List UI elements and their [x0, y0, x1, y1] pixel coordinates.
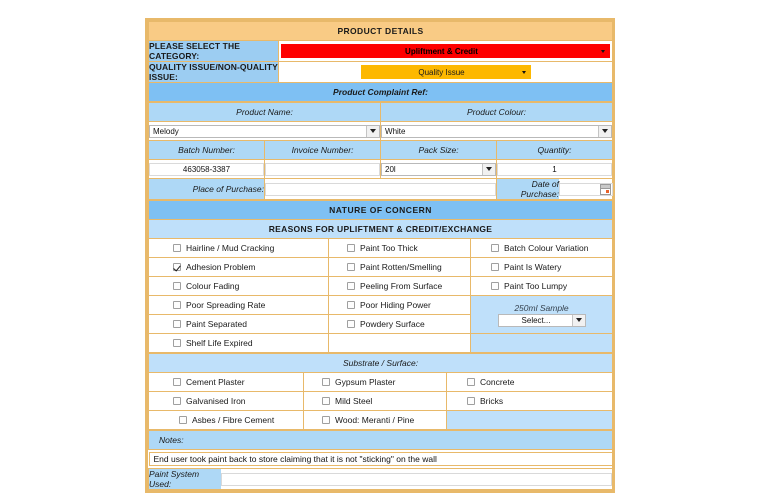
- checkbox-paint-rotten-smelling[interactable]: [347, 263, 355, 271]
- reason-cell-paint-is-watery[interactable]: [471, 258, 613, 277]
- batch-labels-row: [149, 141, 613, 160]
- checkbox-bricks[interactable]: [467, 397, 475, 405]
- substrate-cell-gypsum-plaster[interactable]: [304, 373, 447, 392]
- reason-cell-shelf-life-expired[interactable]: [149, 334, 329, 353]
- place-of-purchase-cell: [265, 179, 497, 200]
- page-title: PRODUCT DETAILS: [149, 22, 613, 41]
- checkbox-paint-too-lumpy[interactable]: [491, 282, 499, 290]
- batch-number-input[interactable]: [149, 163, 264, 176]
- checkbox-gypsum-plaster[interactable]: [322, 378, 330, 386]
- reason-label: Colour Fading: [186, 281, 240, 291]
- date-of-purchase-label: Date of Purchase:: [497, 179, 559, 199]
- notes-table: [148, 430, 613, 490]
- product-colour-value: White: [385, 126, 406, 136]
- reason-cell-poor-hiding-power[interactable]: [329, 296, 471, 315]
- reason-cell-paint-too-lumpy[interactable]: [471, 277, 613, 296]
- chevron-down-icon: [572, 315, 585, 326]
- category-cell: [279, 41, 613, 62]
- reason-row-2: [149, 258, 613, 277]
- chevron-down-icon: [366, 126, 379, 137]
- quantity-input[interactable]: [497, 163, 612, 176]
- invoice-number-input[interactable]: [265, 163, 380, 176]
- paint-system-used-cell: [221, 469, 613, 490]
- product-name-colour-label-row: [149, 103, 613, 122]
- quality-issue-row: [149, 62, 613, 83]
- checkbox-powdery-surface[interactable]: [347, 320, 355, 328]
- substrate-cell-bricks[interactable]: [447, 392, 613, 411]
- reason-cell-peeling-from-surface[interactable]: [329, 277, 471, 296]
- complaint-ref-row: [149, 83, 613, 102]
- reason-label: Paint Rotten/Smelling: [360, 262, 442, 272]
- notes-input-row: [149, 450, 613, 469]
- checkbox-asbes-fibre-cement[interactable]: [179, 416, 187, 424]
- checkbox-adhesion-problem[interactable]: [173, 263, 181, 271]
- sample-cell: [471, 296, 613, 334]
- quantity-label: Quantity:: [497, 141, 613, 160]
- batch-number-cell: [149, 160, 265, 179]
- product-details-table: [148, 21, 613, 102]
- substrate-cell-asbes-fibre-cement[interactable]: [149, 411, 304, 430]
- checkbox-colour-fading[interactable]: [173, 282, 181, 290]
- pack-size-cell: [381, 160, 497, 179]
- chevron-down-icon: [598, 126, 611, 137]
- reason-row-6: [149, 334, 613, 353]
- substrate-filler-cell: [447, 411, 613, 430]
- reason-label: Poor Spreading Rate: [186, 300, 266, 310]
- substrate-label: Cement Plaster: [186, 377, 245, 387]
- reason-label: Paint Is Watery: [504, 262, 562, 272]
- sample-filler-cell: [471, 334, 613, 353]
- reason-cell-paint-separated[interactable]: [149, 315, 329, 334]
- reason-cell-poor-spreading-rate[interactable]: [149, 296, 329, 315]
- substrate-title: Substrate / Surface:: [149, 354, 613, 373]
- checkbox-poor-hiding-power[interactable]: [347, 301, 355, 309]
- reason-label: Paint Separated: [186, 319, 247, 329]
- product-name-value: Melody: [153, 126, 179, 136]
- substrate-title-row: [149, 354, 613, 373]
- header-row: [149, 22, 613, 41]
- sample-select-value: Select...: [521, 315, 551, 325]
- reason-cell-batch-colour-variation[interactable]: [471, 239, 613, 258]
- checkbox-concrete[interactable]: [467, 378, 475, 386]
- checkbox-cement-plaster[interactable]: [173, 378, 181, 386]
- notes-title-row: [149, 431, 613, 450]
- place-of-purchase-input[interactable]: [265, 183, 496, 196]
- date-of-purchase-field: [559, 179, 613, 199]
- batch-number-label: Batch Number:: [149, 141, 265, 160]
- notes-title: Notes:: [149, 431, 613, 450]
- reason-label: Shelf Life Expired: [186, 338, 253, 348]
- reason-cell-paint-rotten-smelling[interactable]: [329, 258, 471, 277]
- pack-size-select[interactable]: [381, 163, 496, 176]
- reason-label: Batch Colour Variation: [504, 243, 589, 253]
- place-of-purchase-label: Place of Purchase:: [149, 179, 265, 200]
- date-of-purchase-cell: [497, 179, 613, 200]
- reason-filler-cell: [329, 334, 471, 353]
- substrate-label: Asbes / Fibre Cement: [192, 415, 275, 425]
- complaint-ref-title: Product Complaint Ref:: [149, 83, 613, 102]
- paint-system-used-label: Paint System Used:: [149, 469, 221, 490]
- checkbox-mild-steel[interactable]: [322, 397, 330, 405]
- product-colour-select[interactable]: [381, 125, 612, 138]
- quality-issue-select[interactable]: [361, 65, 531, 79]
- substrate-cell-wood-meranti-pine[interactable]: [304, 411, 447, 430]
- product-colour-label: Product Colour:: [381, 103, 613, 122]
- checkbox-paint-separated[interactable]: [173, 320, 181, 328]
- nature-title-row: [149, 201, 613, 220]
- reason-label: Paint Too Lumpy: [504, 281, 568, 291]
- substrate-cell-concrete[interactable]: [447, 373, 613, 392]
- paint-system-row: [149, 469, 613, 490]
- reason-cell-colour-fading[interactable]: [149, 277, 329, 296]
- quality-issue-cell: [279, 62, 613, 83]
- sample-title: 250ml Sample: [514, 302, 569, 313]
- quantity-cell: [497, 160, 613, 179]
- reason-label: Paint Too Thick: [360, 243, 418, 253]
- substrate-label: Mild Steel: [335, 396, 373, 406]
- product-name-select[interactable]: [149, 125, 380, 138]
- reason-label: Peeling From Surface: [360, 281, 443, 291]
- substrate-row-2: [149, 392, 613, 411]
- product-name-colour-input-row: [149, 122, 613, 141]
- sample-select[interactable]: [498, 314, 586, 327]
- checkbox-paint-is-watery[interactable]: [491, 263, 499, 271]
- substrate-label: Bricks: [480, 396, 504, 406]
- substrate-label: Galvanised Iron: [186, 396, 246, 406]
- paint-system-used-input[interactable]: [221, 473, 613, 486]
- substrate-cell-mild-steel[interactable]: [304, 392, 447, 411]
- chevron-down-icon: [518, 66, 530, 78]
- checkbox-paint-too-thick[interactable]: [347, 244, 355, 252]
- product-fields-table: [148, 102, 613, 200]
- product-name-cell: [149, 122, 381, 141]
- calendar-icon[interactable]: [600, 184, 611, 195]
- product-colour-cell: [381, 122, 613, 141]
- reason-cell-adhesion-problem[interactable]: [149, 258, 329, 277]
- invoice-number-label: Invoice Number:: [265, 141, 381, 160]
- reason-row-3: [149, 277, 613, 296]
- reason-cell-paint-too-thick[interactable]: [329, 239, 471, 258]
- reason-label: Powdery Surface: [360, 319, 425, 329]
- checkbox-peeling-from-surface[interactable]: [347, 282, 355, 290]
- pack-size-label: Pack Size:: [381, 141, 497, 160]
- substrate-cell-cement-plaster[interactable]: [149, 373, 304, 392]
- checkbox-galvanised-iron[interactable]: [173, 397, 181, 405]
- purchase-row: [149, 179, 613, 200]
- pack-size-value: 20l: [385, 164, 396, 174]
- reason-row-1: [149, 239, 613, 258]
- nature-of-concern-table: [148, 200, 613, 353]
- substrate-cell-galvanised-iron[interactable]: [149, 392, 304, 411]
- substrate-label: Concrete: [480, 377, 515, 387]
- reason-row-4: [149, 296, 613, 315]
- notes-cell: [149, 450, 613, 469]
- category-select-value: Upliftment & Credit: [405, 47, 478, 56]
- notes-input[interactable]: [149, 452, 613, 466]
- batch-inputs-row: [149, 160, 613, 179]
- reason-label: Adhesion Problem: [186, 262, 256, 272]
- reason-cell-powdery-surface[interactable]: [329, 315, 471, 334]
- reason-cell-hairline-mud-cracking[interactable]: [149, 239, 329, 258]
- substrate-label: Wood: Meranti / Pine: [335, 415, 415, 425]
- reasons-title-row: [149, 220, 613, 239]
- product-details-form: [145, 18, 615, 493]
- reason-label: Hairline / Mud Cracking: [186, 243, 275, 253]
- substrate-row-1: [149, 373, 613, 392]
- invoice-number-cell: [265, 160, 381, 179]
- nature-of-concern-title: NATURE OF CONCERN: [149, 201, 613, 220]
- quality-issue-select-value: Quality Issue: [418, 68, 465, 77]
- quality-issue-label: QUALITY ISSUE/NON-QUALITY ISSUE:: [149, 62, 278, 82]
- category-select[interactable]: [281, 44, 610, 58]
- chevron-down-icon: [597, 45, 609, 57]
- reasons-title: REASONS FOR UPLIFTMENT & CREDIT/EXCHANGE: [149, 220, 613, 239]
- chevron-down-icon: [482, 164, 495, 175]
- checkbox-hairline-mud-cracking[interactable]: [173, 244, 181, 252]
- checkbox-batch-colour-variation[interactable]: [491, 244, 499, 252]
- checkbox-poor-spreading-rate[interactable]: [173, 301, 181, 309]
- substrate-label: Gypsum Plaster: [335, 377, 396, 387]
- reason-label: Poor Hiding Power: [360, 300, 431, 310]
- category-label: PLEASE SELECT THE CATEGORY:: [149, 41, 279, 62]
- category-row: [149, 41, 613, 62]
- product-name-label: Product Name:: [149, 103, 381, 122]
- checkbox-wood-meranti-pine[interactable]: [322, 416, 330, 424]
- substrate-row-3: [149, 411, 613, 430]
- substrate-table: [148, 353, 613, 430]
- checkbox-shelf-life-expired[interactable]: [173, 339, 181, 347]
